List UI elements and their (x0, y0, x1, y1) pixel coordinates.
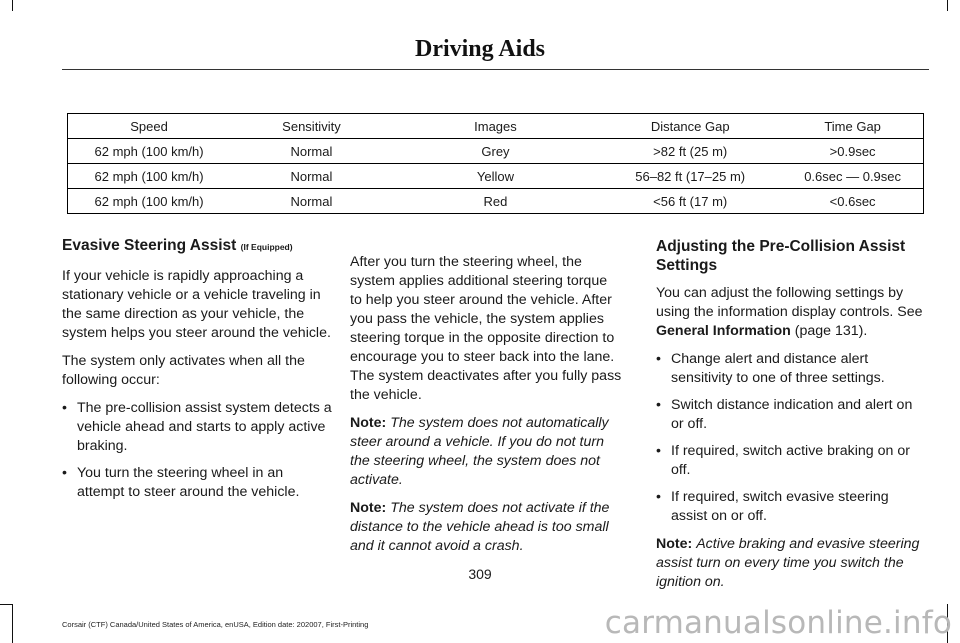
list-item-text: Switch distance indication and alert on or off. (671, 397, 913, 432)
table-cell: Normal (230, 139, 393, 164)
paragraph: If your vehicle is rapidly approaching a stationary vehicle or a vehicle traveling in the same direction as your vehicle, the system helps you steer around the vehicle. (62, 268, 331, 341)
crop-mark-top-left (12, 0, 13, 11)
page-number: 309 (468, 566, 492, 582)
heading-suffix: (If Equipped) (240, 242, 293, 252)
column-2 (350, 253, 622, 565)
bullet-glyph: • (62, 465, 67, 481)
bullet-list (656, 350, 928, 526)
list-item-text: You turn the steering wheel in an attempt to steer around the vehicle. (77, 465, 300, 500)
table-cell: Red (393, 189, 598, 214)
column-1 (62, 232, 334, 511)
table-cell: >0.9sec (782, 139, 923, 164)
note (350, 499, 622, 556)
watermark[interactable]: carmanualsonline.info (604, 605, 952, 641)
table-cell: 0.6sec — 0.9sec (782, 164, 923, 189)
table-header-images: Images (393, 114, 598, 139)
table-cell: <0.6sec (782, 189, 923, 214)
table-cell: 62 mph (100 km/h) (68, 164, 231, 189)
list-item-text: Change alert and distance alert sensitivity to one of three settings. (671, 351, 885, 386)
bullet-list (62, 399, 334, 502)
table-cell: Normal (230, 164, 393, 189)
table-header-distance-gap: Distance Gap (598, 114, 782, 139)
note-label: Note: (656, 536, 693, 552)
list-item (656, 488, 928, 526)
crop-mark-bottom-left (12, 604, 13, 643)
distance-gap-table (67, 113, 924, 214)
paragraph-text: You can adjust the following settings by using the information display controls. See (656, 285, 923, 320)
list-item-text: The pre-collision assist system detects a vehicle ahead and starts to apply active braking. (77, 400, 332, 454)
cross-reference-link[interactable]: General Information (656, 323, 791, 339)
table-cell: 62 mph (100 km/h) (68, 189, 231, 214)
table-cell: >82 ft (25 m) (598, 139, 782, 164)
note-label: Note: (350, 500, 387, 516)
table-header-sensitivity: Sensitivity (230, 114, 393, 139)
note-text: The system does not automatically steer around a vehicle. If you do not turn the steering wheel, the system does not activate. (350, 415, 609, 488)
table-header-speed: Speed (68, 114, 231, 139)
paragraph-text: (page 131). (790, 323, 868, 339)
paragraph: After you turn the steering wheel, the system applies additional steering torque to help you steer around the vehicle. After you pass the vehicle, the system applies steering torque in the opposite direction to encourage you to steer back into the lane. The system deactivates after you fully pass the vehicle. (350, 254, 622, 403)
list-item (656, 396, 928, 434)
list-item-text: If required, switch evasive steering assist on or off. (671, 489, 889, 524)
table-cell: 62 mph (100 km/h) (68, 139, 231, 164)
bullet-glyph: • (656, 351, 661, 367)
paragraph: The system only activates when all the following occur: (62, 353, 305, 388)
table-row (68, 139, 924, 164)
note-text: The system does not activate if the distance to the vehicle ahead is too small and it cannot avoid a crash. (350, 500, 610, 554)
section-heading-adjusting-settings: Adjusting the Pre-Collision Assist Settings (656, 238, 906, 274)
table-row (68, 164, 924, 189)
table-header-time-gap: Time Gap (782, 114, 923, 139)
list-item-text: If required, switch active braking on or off. (671, 443, 910, 478)
list-item (656, 442, 928, 480)
list-item (656, 350, 928, 388)
bullet-glyph: • (656, 443, 661, 459)
column-3 (656, 234, 928, 601)
note (350, 414, 622, 490)
note-text: Active braking and evasive steering assist turn on every time you switch the ignition on. (656, 536, 920, 590)
bullet-glyph: • (62, 400, 67, 416)
bullet-glyph: • (656, 397, 661, 413)
table-cell: 56–82 ft (17–25 m) (598, 164, 782, 189)
crop-mark-top-right (947, 0, 948, 11)
header-rule (62, 69, 929, 70)
footer-edition-info: Corsair (CTF) Canada/United States of America, enUSA, Edition date: 202007, First-Printing (62, 620, 369, 629)
table-row (68, 189, 924, 214)
list-item (62, 464, 334, 502)
crop-mark-bottom-left-h (0, 604, 12, 605)
table-cell: Yellow (393, 164, 598, 189)
section-heading-evasive-steering (62, 236, 334, 257)
heading-text: Evasive Steering Assist (62, 237, 237, 254)
list-item (62, 399, 334, 456)
note (656, 535, 928, 592)
table-header-row (68, 114, 924, 139)
table-cell: Grey (393, 139, 598, 164)
bullet-glyph: • (656, 489, 661, 505)
page-title: Driving Aids (414, 36, 546, 62)
note-label: Note: (350, 415, 387, 431)
table-cell: Normal (230, 189, 393, 214)
table-cell: <56 ft (17 m) (598, 189, 782, 214)
paragraph (656, 284, 928, 341)
